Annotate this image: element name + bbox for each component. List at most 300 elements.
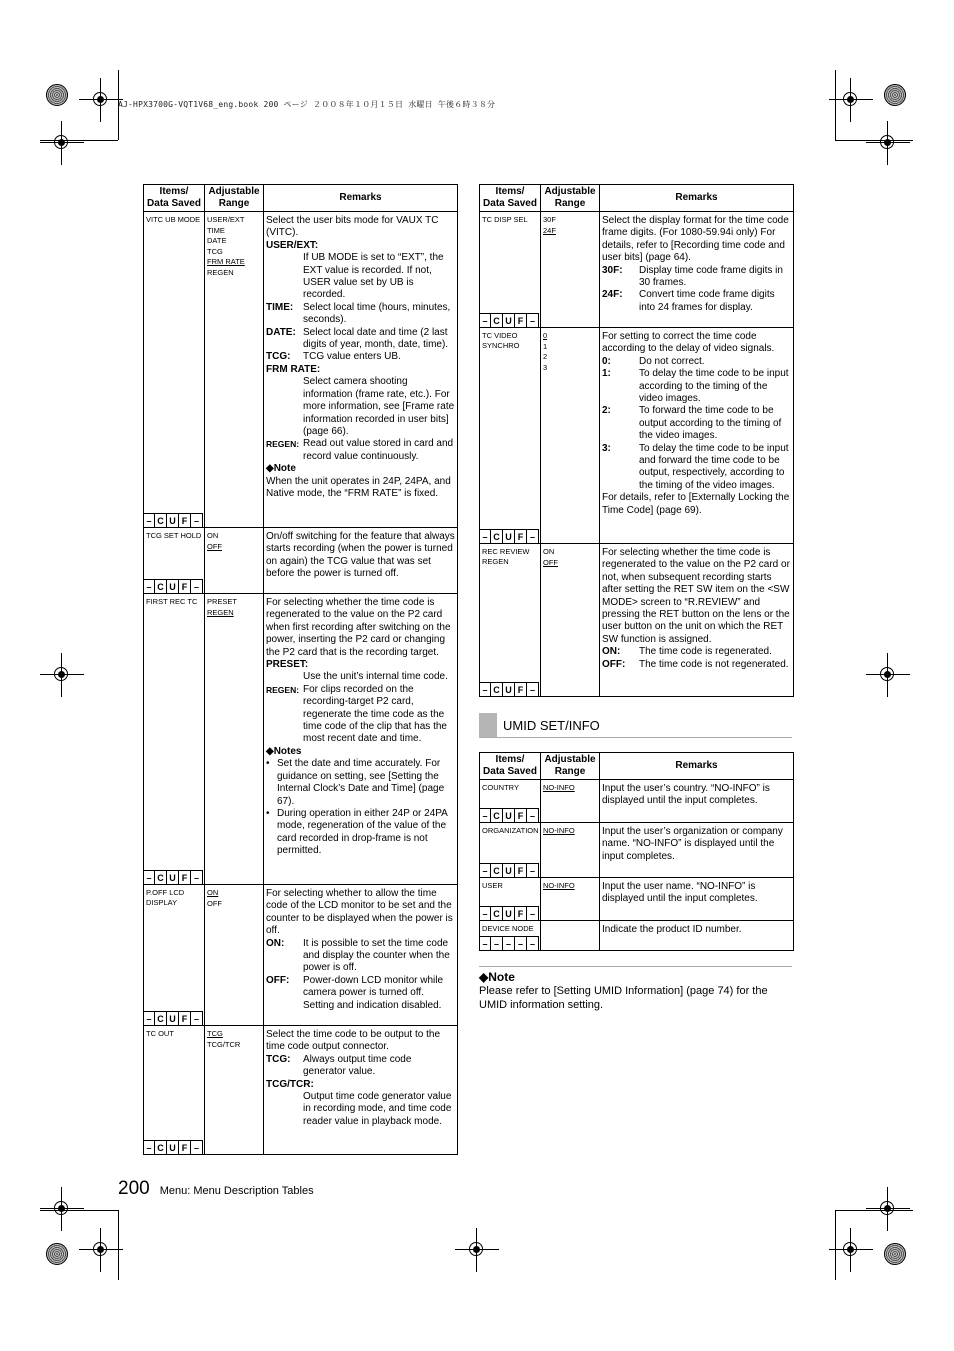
range-option: DATE [207,236,227,245]
definition-value: Use the unit’s internal time code. [303,671,448,683]
crop-mark [40,140,118,141]
definition-key: ON: [266,937,285,949]
table-row [480,921,794,951]
range-list [205,594,263,618]
data-saved-flag: F [515,682,527,696]
range-option: TCG [207,246,223,256]
crosshair-mark-icon [79,78,123,122]
range-option: 3 [543,362,548,372]
umid-menu-table [479,752,794,951]
item-cell [480,921,541,951]
data-saved-flag: C [491,863,503,877]
data-saved-flags [144,513,203,527]
range-option: TCG/TCR [207,1039,241,1049]
registration-disc-icon [46,1243,68,1265]
data-saved-flag: F [515,313,527,327]
data-saved-flag: U [167,513,179,527]
range-option: TIME [207,225,225,235]
data-saved-flag: U [167,1140,179,1154]
item-cell [480,328,541,544]
col-header-range [541,185,600,212]
data-saved-flags [480,863,539,877]
item-name: USER [482,881,503,890]
note-heading: ◆Note [479,970,515,984]
crosshair-mark-icon [455,1228,499,1272]
data-saved-flag: U [167,579,179,593]
remarks-cell [264,528,458,594]
col-header-items-l2: Data Saved [483,198,537,209]
definition-row [266,975,455,1012]
remarks [264,885,457,1018]
data-saved-flag: – [480,906,491,920]
col-header-range [205,185,264,212]
data-saved-flag: – [191,1011,203,1025]
range-option: OFF [543,557,558,567]
crosshair-mark-icon [79,1228,123,1272]
item-cell [480,780,541,823]
data-saved-flag: C [491,682,503,696]
note-heading: ◆Note [266,463,296,475]
data-saved-flags [480,936,539,950]
item-cell [480,823,541,878]
data-saved-flag: – [144,513,155,527]
crosshair-mark-icon [866,1187,910,1231]
definition-value: Display time code frame digits in 30 frames. [639,264,783,289]
data-saved-flag: F [515,863,527,877]
col-header-items [144,185,205,212]
definition-row [266,684,455,746]
data-saved-flag: – [527,682,539,696]
definition-row [266,351,455,363]
note-block [479,966,792,1012]
range-option: OFF [207,541,222,551]
definition-value: Convert time code frame digits into 24 frames for display. [639,289,775,313]
data-saved-flags [480,682,539,696]
data-saved-flag: – [144,579,155,593]
remarks-cell [600,878,794,921]
item-cell [480,544,541,697]
definition-key: REGEN: [266,684,300,695]
data-saved-flag: – [527,313,539,327]
data-saved-flag: – [191,870,203,884]
crop-mark [835,70,836,140]
data-saved-flag: C [155,1140,167,1154]
definition-key: REGEN: [266,439,300,450]
definition-value: Select local date and time (2 last digits of year, month, date, time). [303,326,449,351]
definition-value: Select local time (hours, minutes, seconds). [303,301,451,326]
definition-key: DATE: [266,326,296,338]
data-saved-flag: – [480,808,491,822]
bullet-text: During operation in either 24P or 24PA mode, regeneration of the value of the card recorded in drop-frame is not permitted. [277,807,448,857]
data-saved-flag: C [155,870,167,884]
range-option: FRM RATE [207,257,245,266]
table-row [144,212,458,528]
remarks-cell [600,212,794,328]
col-header-items [480,753,541,780]
item-cell [144,885,205,1026]
section-title: UMID SET/INFO [503,718,600,733]
col-header-items-l2: Data Saved [147,198,201,209]
data-saved-flag: – [527,529,539,543]
range-cell [541,328,600,544]
col-header-range-l1: Adjustable [544,186,596,197]
remarks-intro: Select the user bits mode for VAUX TC (VITC). [266,215,439,239]
data-saved-flag: – [503,936,515,950]
crosshair-mark-icon [40,653,84,697]
remarks-intro: Select the time code to be output to the time code output connector. [266,1029,441,1053]
remarks-cell [600,544,794,697]
definition-row [602,646,791,658]
item-name: TC OUT [146,1029,174,1038]
definition-key: PRESET: [266,659,309,671]
data-saved-flag: U [503,808,515,822]
range-option: 0 [543,331,548,340]
range-list [541,878,599,892]
col-header-items-l1: Items/ [495,186,525,197]
data-saved-flag: U [503,863,515,877]
bullet-item [266,808,455,858]
remarks [600,921,793,942]
table-row [144,528,458,594]
col-header-range [541,753,600,780]
remarks [264,212,457,506]
page-footer-title: Menu: Menu Description Tables [159,1185,314,1197]
definition-value: The time code is not regenerated. [639,658,789,670]
data-saved-flags [480,529,539,543]
range-option: ON [207,531,219,540]
data-saved-flag: – [144,1140,155,1154]
definition-value: Read out value stored in card and record value continuously. [303,438,454,462]
remarks-intro: On/off switching for the feature that always starts recording (when the power is turned on again) the TCG value that was set before the power is turned off. [266,531,455,580]
data-saved-flag: F [179,1011,191,1025]
range-list [541,544,599,568]
remarks-cell [264,1026,458,1155]
item-cell [144,1026,205,1155]
definition-value: Do not correct. [639,355,705,367]
range-option: NO-INFO [543,783,575,792]
data-saved-flags [144,1011,203,1025]
data-saved-flag: – [527,936,539,950]
item-name: VITC UB MODE [146,215,201,224]
col-header-remarks: Remarks [600,185,794,212]
crop-mark [40,1210,118,1211]
range-cell [541,212,600,328]
data-saved-flag: F [515,529,527,543]
item-name: ORGANIZATION [482,826,539,835]
bullet-text: Set the date and time accurately. For guidance on setting, see [Setting the Internal Clock’s Date and Time] (page 67). [277,758,445,807]
col-header-range-l2: Range [554,198,586,209]
col-header-range-l2: Range [554,766,586,777]
remarks-intro: For selecting whether to allow the time code of the LCD monitor to be set and the counter to be displayed when the power is off. [266,888,453,937]
remarks-cell [600,780,794,823]
crop-mark [835,1210,836,1280]
table-row [480,780,794,823]
data-saved-flag: – [144,870,155,884]
data-saved-flag: C [491,808,503,822]
remarks-intro: Input the user’s organization or company name. “NO-INFO” is displayed until the input completes. [602,826,783,862]
range-option: PRESET [207,597,238,606]
bullet-item [266,758,455,808]
range-option: OFF [207,898,222,908]
range-list [541,780,599,794]
data-saved-flag: F [515,808,527,822]
data-saved-flag: – [191,579,203,593]
item-cell [480,212,541,328]
remarks [600,878,793,912]
remarks-cell [264,594,458,885]
definition-key: 2: [602,405,611,417]
data-saved-flags [480,313,539,327]
col-header-range-l1: Adjustable [208,186,260,197]
definition-key: 30F: [602,264,623,276]
remarks [600,212,793,320]
data-saved-flag: – [527,863,539,877]
data-saved-flag: C [155,579,167,593]
remarks-intro: For selecting whether the time code is regenerated to the value on the P2 card or not, when subsequent recording starts after setting the RET SW item on the <SW MODE> screen to “R.REVIEW” and pressing the RET button on the lens or the user button on the unit on which the RET SW function is assigned. [602,547,790,645]
range-cell [205,528,264,594]
remarks-cell [600,823,794,878]
data-saved-flag: U [167,1011,179,1025]
item-cell [144,212,205,528]
data-saved-flag: U [167,870,179,884]
definition-key: TCG: [266,351,291,363]
definition-key: ON: [602,646,621,658]
definition-row [602,356,791,368]
remarks [264,528,457,587]
data-saved-flags [480,808,539,822]
note-text: Please refer to [Setting UMID Information] (page 74) for the UMID information setting. [479,985,768,1011]
remarks-cell [600,921,794,951]
crop-mark [118,1210,119,1280]
print-header: AJ-HPX3700G-VQT1V68_eng.book 200 ページ ２００８年１０月１５日 水曜日 午後６時３８分 [118,100,496,109]
definition-value: It is possible to set the time code and display the counter when the power is off. [303,937,450,974]
range-option: 2 [543,352,548,361]
item-name: FIRST REC TC [146,597,198,606]
range-list [205,212,263,278]
col-header-range-l2: Range [218,198,250,209]
definition-value: Output time code generator value in recording mode, and time code reader value in playback mode. [303,1091,452,1127]
remarks-intro: Input the user name. “NO-INFO” is displayed until the input completes. [602,881,758,905]
col-header-remarks: Remarks [600,753,794,780]
data-saved-flag: – [480,936,491,950]
range-option: 30F [543,215,556,224]
data-saved-flags [144,870,203,884]
remarks-intro: For selecting whether the time code is regenerated to the value on the P2 card when first recording after switching on the power, inserting the P2 card or changing the P2 card that is the recording target. [266,597,451,658]
col-header-range-l1: Adjustable [544,754,596,765]
data-saved-flag: – [515,936,527,950]
range-cell [205,885,264,1026]
definition-value: For clips recorded on the recording-target P2 card, regenerate the time code as the time code of the clip that has the most recent date and time. [303,683,447,745]
remarks [264,1026,457,1134]
crosshair-mark-icon [866,121,910,165]
definition-key: 0: [602,355,611,367]
definition-key: FRM RATE: [266,363,321,375]
range-cell [205,1026,264,1155]
data-saved-flag: – [191,513,203,527]
remarks [600,544,793,677]
data-saved-flag: U [503,906,515,920]
definition-row [266,1054,455,1079]
definition-value: Always output time code generator value. [303,1053,412,1078]
range-cell [541,878,600,921]
definition-row [266,302,455,327]
data-saved-flag: – [491,936,503,950]
data-saved-flag: C [491,313,503,327]
remarks [600,780,793,814]
definition-key: TCG: [266,1053,291,1065]
data-saved-flags [144,579,203,593]
item-name: TC DISP SEL [482,215,528,224]
item-name: TCG SET HOLD [146,531,202,540]
item-name: P.OFF LCD DISPLAY [146,888,185,907]
range-option: NO-INFO [543,881,575,890]
data-saved-flag: C [491,529,503,543]
data-saved-flags [480,906,539,920]
registration-disc-icon [46,84,68,106]
col-header-items-l1: Items/ [159,186,189,197]
item-name: TC VIDEO SYNCHRO [482,331,520,350]
table-row [144,885,458,1026]
range-list [541,921,599,924]
table-row [480,328,794,544]
remarks-intro: Input the user’s country. “NO-INFO” is displayed until the input completes. [602,783,770,807]
data-saved-flag: C [155,1011,167,1025]
note-heading: ◆Notes [266,745,302,757]
definition-value: Power-down LCD monitor while camera power is turned off. Setting and indication disabled. [303,974,444,1011]
range-option: 24F [543,225,556,235]
definition-value: The time code is regenerated. [639,646,772,658]
item-cell [480,878,541,921]
item-name: DEVICE NODE [482,924,534,933]
definition-row [266,938,455,975]
definition-value: Select camera shooting information (frame rate, etc.). For more information, see [Frame rate information recorded in user bits] (page 66). [303,376,455,437]
data-saved-flag: F [515,906,527,920]
remarks [600,823,793,869]
range-option: NO-INFO [543,826,575,835]
definition-value: TCG value enters UB. [303,351,401,363]
section-heading [479,713,792,738]
range-cell [541,823,600,878]
range-list [541,328,599,373]
range-list [541,212,599,236]
data-saved-flag: – [480,682,491,696]
item-name: COUNTRY [482,783,519,792]
range-option: USER/EXT [207,215,245,224]
range-option: REGEN [207,607,234,617]
bullet-dot: • [266,758,270,770]
data-saved-flag: F [179,1140,191,1154]
right-menu-table [479,184,794,697]
definition-key: 1: [602,368,611,380]
data-saved-flag: C [491,906,503,920]
definition-row [266,438,455,463]
range-cell [541,921,600,951]
data-saved-flag: F [179,513,191,527]
definition-key: OFF: [266,974,290,986]
crop-mark [835,1210,913,1211]
definition-key: 3: [602,442,611,454]
remarks [600,328,793,523]
crosshair-mark-icon [40,121,84,165]
bullet-dot: • [266,807,270,819]
table-row [480,212,794,328]
data-saved-flag: – [480,313,491,327]
left-menu-table [143,184,458,1155]
definition-row [602,289,791,314]
item-name: REC REVIEW REGEN [482,547,530,566]
col-header-items-l1: Items/ [495,754,525,765]
crop-mark [835,140,913,141]
remarks-intro: Select the display format for the time code frame digits. (For 1080-59.94i only) For details, refer to [Recording time code and user bits] (page 64). [602,215,789,264]
note-text: When the unit operates in 24P, 24PA, and Native mode, the “FRM RATE” is fixed. [266,475,451,499]
range-option: 1 [543,341,548,351]
table-row [144,1026,458,1155]
range-cell [205,594,264,885]
range-list [541,823,599,837]
data-saved-flag: C [155,513,167,527]
table-row [480,878,794,921]
col-header-items-l2: Data Saved [483,766,537,777]
definition-key: USER/EXT: [266,239,319,251]
remarks [264,594,457,864]
definition-value: If UB MODE is set to “EXT”, the EXT value is recorded. If not, USER value set by UB is recorded. [303,252,444,301]
definition-value: To delay the time code to be input according to the timing of the video images. [639,368,789,405]
range-option: ON [207,888,219,897]
range-cell [205,212,264,528]
data-saved-flag: F [179,870,191,884]
range-list [205,1026,263,1050]
data-saved-flag: – [191,1140,203,1154]
definition-key: TCG/TCR: [266,1078,314,1090]
data-saved-flag: – [480,863,491,877]
definition-key: TIME: [266,301,294,313]
col-header-remarks: Remarks [264,185,458,212]
page-footer [118,1178,314,1200]
range-cell [541,544,600,697]
crosshair-mark-icon [40,1187,84,1231]
remarks-cell [264,885,458,1026]
definition-key: OFF: [602,658,626,670]
data-saved-flag: – [527,906,539,920]
col-header-items [480,185,541,212]
crosshair-mark-icon [866,653,910,697]
range-option: TCG [207,1029,223,1038]
table-row [480,823,794,878]
range-cell [541,780,600,823]
data-saved-flag: – [144,1011,155,1025]
data-saved-flag: – [480,529,491,543]
table-row [144,594,458,885]
data-saved-flag: U [503,682,515,696]
data-saved-flag: – [527,808,539,822]
definition-value: To delay the time code to be input and forward the time code to be output, respectively, according to the timing of the video images. [639,442,789,491]
definition-row [602,443,791,493]
data-saved-flag: F [179,579,191,593]
data-saved-flag: U [503,529,515,543]
registration-disc-icon [884,84,906,106]
data-saved-flags [144,1140,203,1154]
range-list [205,885,263,909]
registration-disc-icon [884,1243,906,1265]
range-list [205,528,263,552]
definition-row [602,368,791,405]
section-heading-bar [479,713,497,737]
remarks-cell [264,212,458,528]
definition-row [602,659,791,671]
definition-value: To forward the time code to be output according to the timing of the video images. [639,405,782,442]
definition-row [602,265,791,290]
range-option: REGEN [207,267,234,277]
